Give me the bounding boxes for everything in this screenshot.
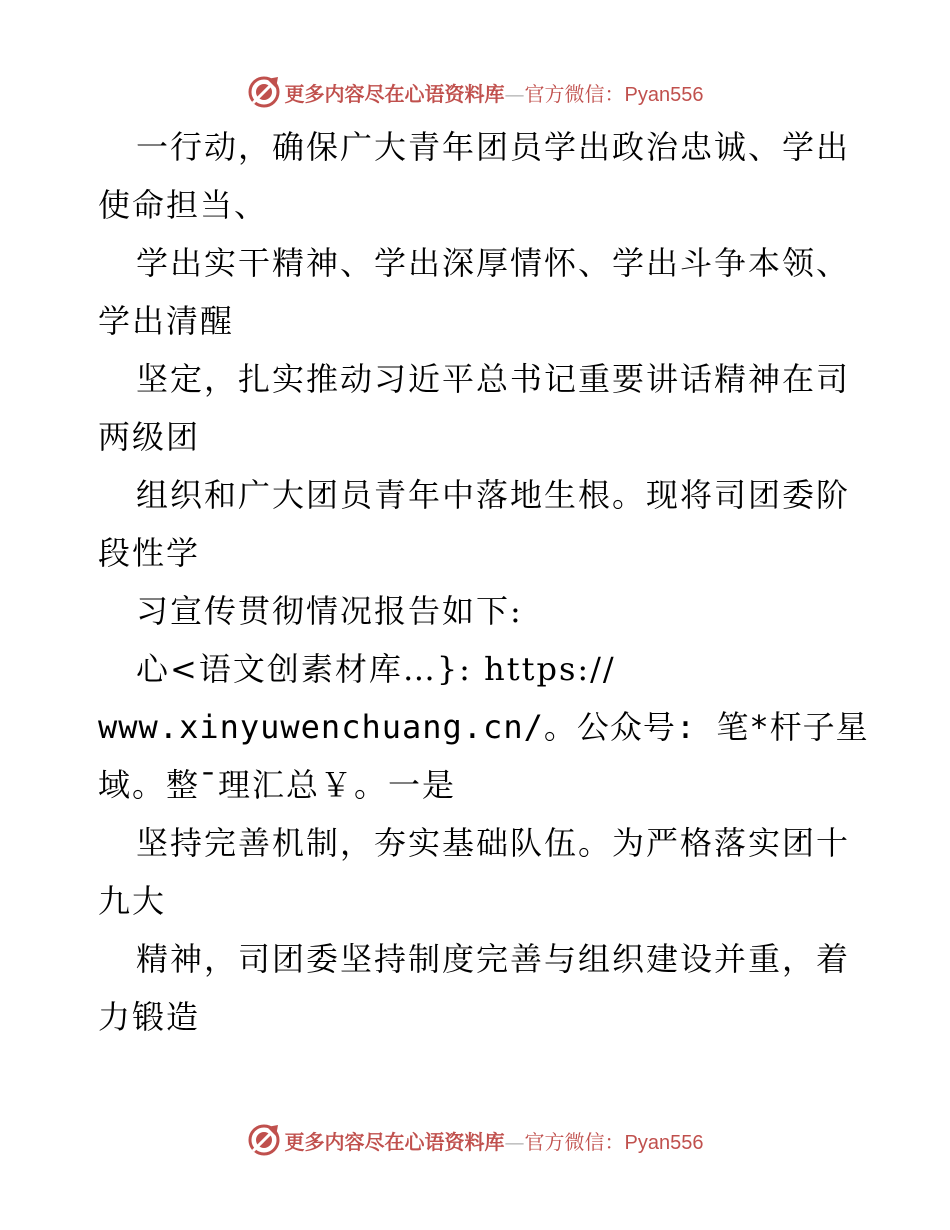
body-line: 力锻造 [98,998,201,1036]
header-dash: — [504,81,525,106]
footer-dash: — [504,1129,525,1154]
brand-logo-icon [247,75,281,109]
body-line: 心<语文创素材库…}: https:// [136,650,616,688]
body-line: 坚持完善机制，夯实基础队伍。为严格落实团十 [136,824,851,862]
body-line: 两级团 [98,418,201,456]
footer-text [285,1126,704,1155]
header-contact-label: 官方微信： [524,83,625,106]
footer-contact-label: 官方微信： [524,1131,625,1154]
body-line: www.xinyuwenchuang.cn/。公众号: 笔*杆子星 [98,708,869,746]
body-line: 九大 [98,882,167,920]
footer-contact-value: Pyan556 [624,1131,704,1154]
body-line: 学出清醒 [98,302,235,340]
footer-banner [0,1120,950,1160]
document-body [98,118,869,1046]
header-banner [0,72,950,112]
body-line: 段性学 [98,534,201,572]
body-line: 使命担当、 [98,186,269,224]
body-line: 一行动，确保广大青年团员学出政治忠诚、学出 [136,128,851,166]
body-line: 域。整¯理汇总￥。一是 [98,766,457,804]
brand-logo-icon [247,1123,281,1157]
body-line: 组织和广大团员青年中落地生根。现将司团委阶 [136,476,851,514]
footer-site-text: 更多内容尽在心语资料库 [284,1129,505,1154]
header-text [285,78,704,107]
header-contact-value: Pyan556 [624,83,704,106]
body-line: 坚定，扎实推动习近平总书记重要讲话精神在司 [136,360,851,398]
body-line: 学出实干精神、学出深厚情怀、学出斗争本领、 [136,244,851,282]
header-site-text: 更多内容尽在心语资料库 [284,81,505,106]
body-line: 精神，司团委坚持制度完善与组织建设并重，着 [136,940,851,978]
body-line: 习宣传贯彻情况报告如下: [136,592,523,630]
